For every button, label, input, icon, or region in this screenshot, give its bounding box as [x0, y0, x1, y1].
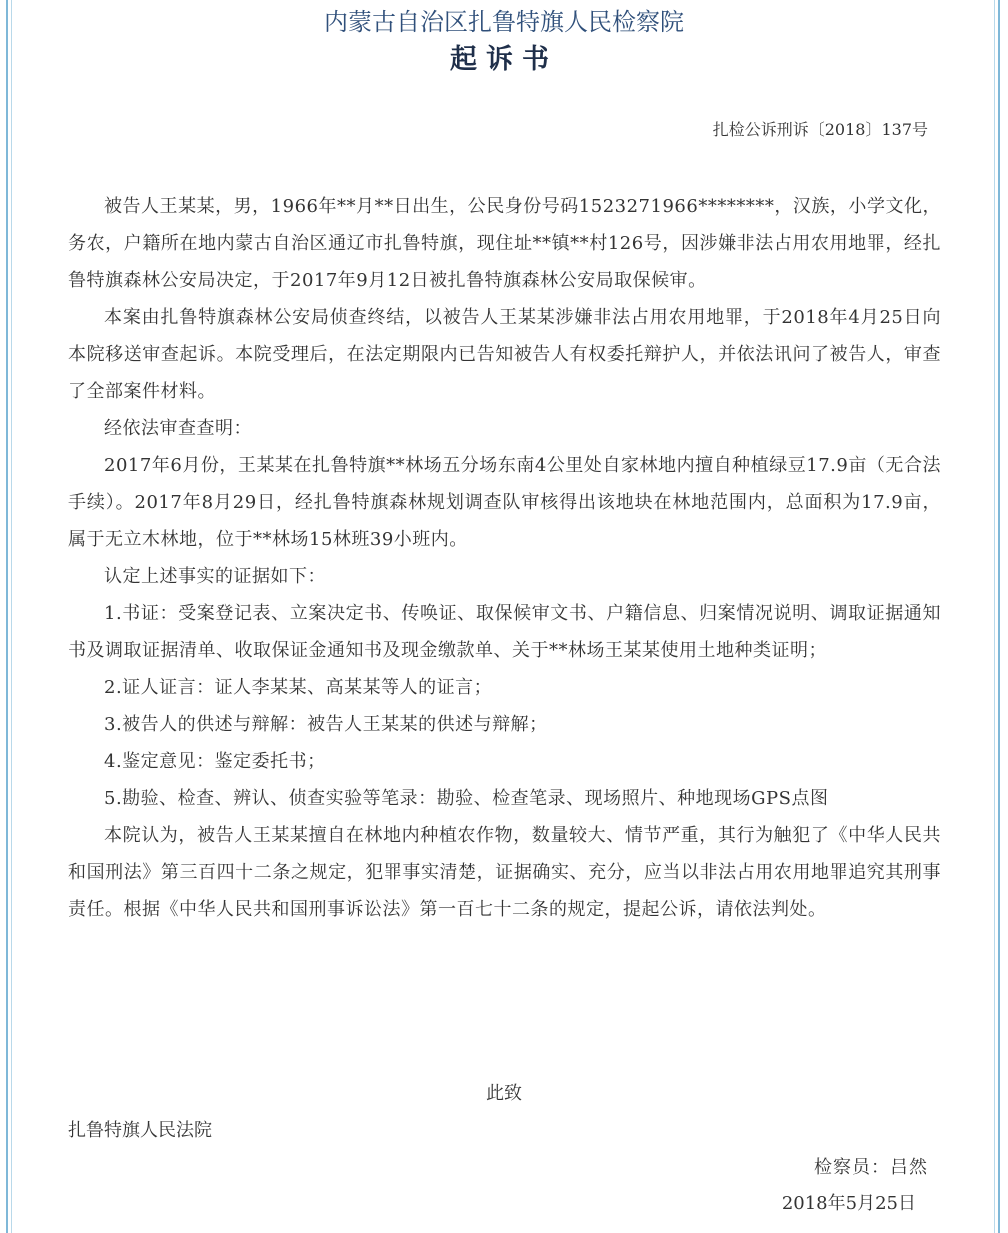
findings-heading: 经依法审查查明：	[104, 418, 252, 439]
document-date: 2018年5月25日	[781, 1193, 916, 1214]
conclusion-paragraph: 本院认为，被告人王某某擅自在林地内种植农作物，数量较大、情节严重，其行为触犯了《中华人民共和国刑法》第三百四十二条之规定，犯罪事实清楚，证据确实、充分，应当以非法占用农用地罪追究其刑事责任。根据《中华人民共和国刑事诉讼法》第一百七十二条的规定，提起公诉，请依法判处。	[68, 825, 941, 920]
document-number: 扎检公诉刑诉〔2018〕137号	[712, 120, 928, 139]
defendant-info-paragraph: 被告人王某某，男，1966年**月**日出生，公民身份号码1523271966********，汉族，小学文化，务农，户籍所在地内蒙古自治区通辽市扎鲁特旗，现住址**镇**村126号，因涉嫌非法占用农用地罪，经扎鲁特旗森林公安局决定，于2017年9月12日被扎鲁特旗森林公安局取保候审。	[68, 196, 941, 291]
prosecutor-signature: 检察员：吕然	[814, 1157, 928, 1178]
document-title: 起诉书	[450, 44, 558, 75]
indictment-body	[68, 188, 941, 928]
evidence-item: 4.鉴定意见：鉴定委托书；	[104, 751, 326, 772]
closing-salutation: 此致	[486, 1083, 522, 1104]
evidence-item: 5.勘验、检查、辨认、侦查实验等笔录：勘验、检查笔录、现场照片、种地现场GPS点图	[104, 788, 829, 809]
page-border-right	[998, 0, 1000, 1233]
issuing-organization: 内蒙古自治区扎鲁特旗人民检察院	[324, 8, 684, 36]
page-border-right-inner	[994, 0, 995, 1233]
evidence-item: 2.证人证言：证人李某某、高某某等人的证言；	[104, 677, 493, 698]
evidence-heading: 认定上述事实的证据如下：	[104, 566, 326, 587]
case-transfer-paragraph: 本案由扎鲁特旗森林公安局侦查终结，以被告人王某某涉嫌非法占用农用地罪，于2018年4月25日向本院移送审查起诉。本院受理后，在法定期限内已告知被告人有权委托辩护人，并依法讯问了被告人，审查了全部案件材料。	[68, 307, 941, 402]
evidence-item: 3.被告人的供述与辩解：被告人王某某的供述与辩解；	[104, 714, 548, 735]
evidence-item: 1.书证：受案登记表、立案决定书、传唤证、取保候审文书、户籍信息、归案情况说明、调取证据通知书及调取证据清单、收取保证金通知书及现金缴款单、关于**林场王某某使用土地种类证明；	[68, 603, 941, 661]
recipient-court: 扎鲁特旗人民法院	[68, 1120, 212, 1141]
facts-paragraph: 2017年6月份，王某某在扎鲁特旗**林场五分场东南4公里处自家林地内擅自种植绿豆17.9亩（无合法手续）。2017年8月29日，经扎鲁特旗森林规划调查队审核得出该地块在林地范围内，总面积为17.9亩，属于无立木林地，位于**林场15林班39小班内。	[68, 455, 941, 550]
page-border-left	[6, 0, 8, 1233]
page-border-left-inner	[11, 0, 12, 1233]
